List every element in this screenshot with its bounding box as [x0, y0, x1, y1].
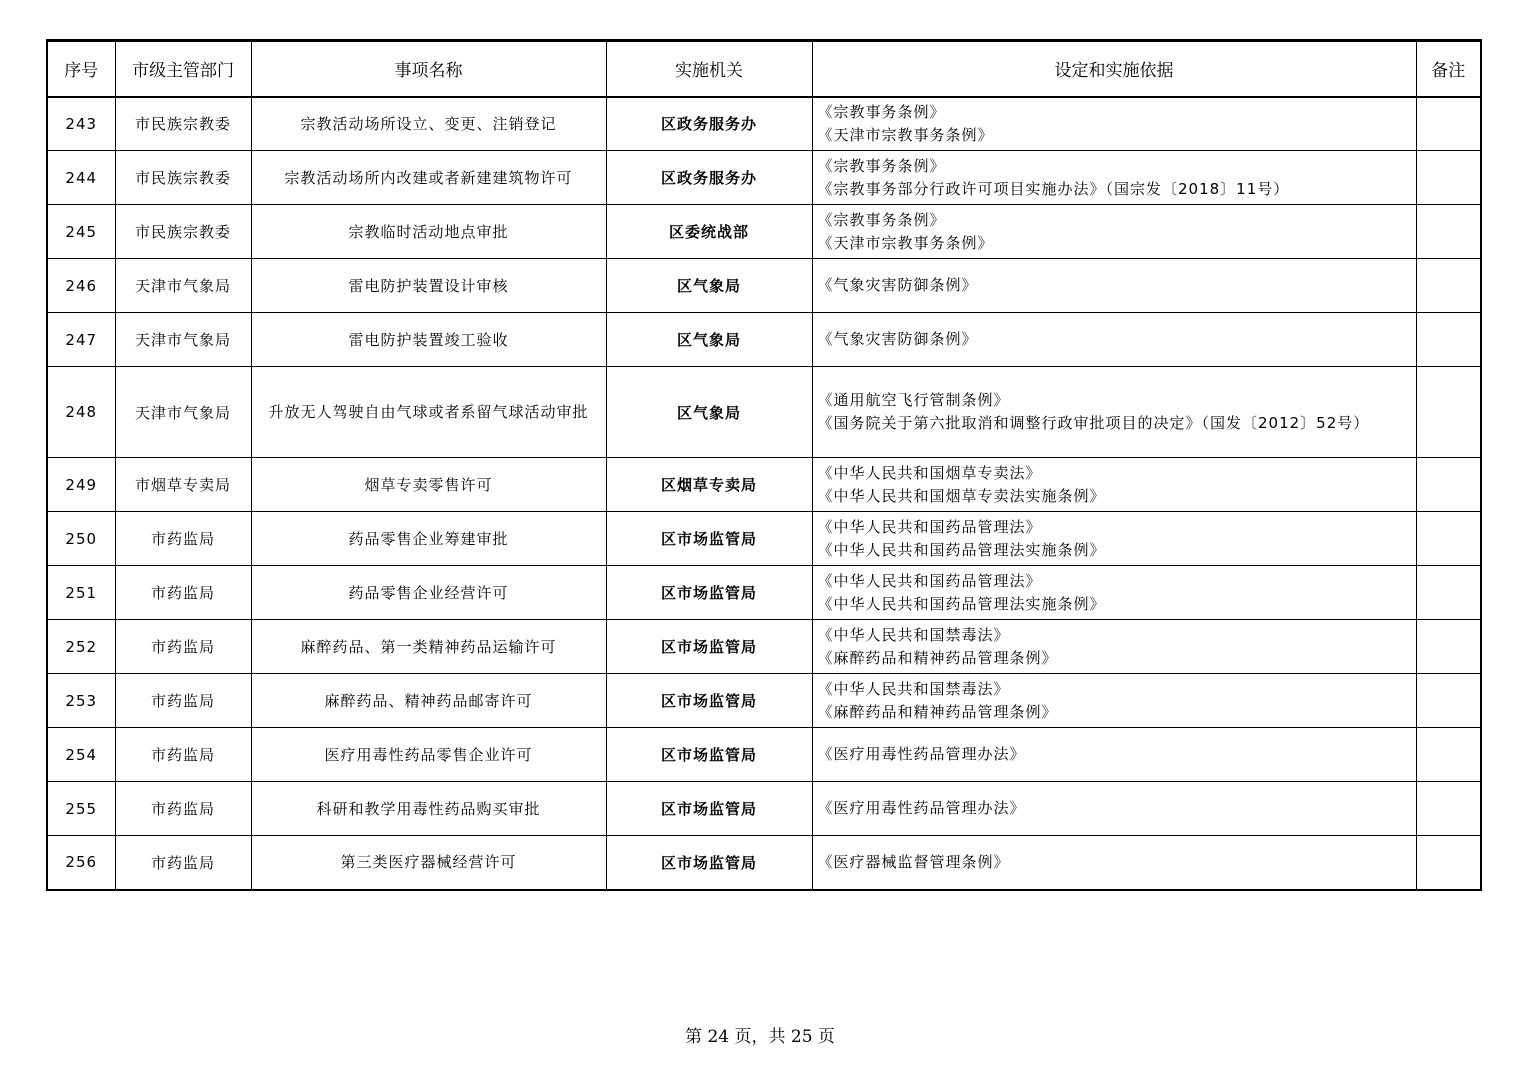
table-row	[47, 458, 1481, 512]
cell-dept: 市民族宗教委	[115, 151, 251, 205]
cell-no: 248	[47, 367, 115, 458]
cell-org: 区委统战部	[606, 205, 812, 259]
basis-line: 《医疗器械监督管理条例》	[817, 852, 1010, 871]
cell-basis	[812, 367, 1416, 458]
cell-dept: 天津市气象局	[115, 259, 251, 313]
cell-dept: 市药监局	[115, 728, 251, 782]
cell-dept: 市民族宗教委	[115, 97, 251, 151]
basis-line: 《天津市宗教事务条例》	[817, 233, 994, 252]
cell-basis	[812, 313, 1416, 367]
cell-name: 雷电防护装置竣工验收	[251, 313, 606, 367]
cell-org: 区市场监管局	[606, 728, 812, 782]
basis-line: 《通用航空飞行管制条例》	[817, 391, 1010, 409]
cell-remark	[1416, 782, 1481, 836]
table-row	[47, 836, 1481, 890]
cell-basis	[812, 566, 1416, 620]
cell-name: 宗教活动场所设立、变更、注销登记	[251, 97, 606, 151]
cell-remark	[1416, 620, 1481, 674]
cell-remark	[1416, 728, 1481, 782]
basis-line: 《天津市宗教事务条例》	[817, 125, 994, 144]
cell-no: 253	[47, 674, 115, 728]
cell-org: 区气象局	[606, 259, 812, 313]
cell-no: 244	[47, 151, 115, 205]
table-row	[47, 367, 1481, 458]
basis-line: 《宗教事务部分行政许可项目实施办法》（国宗发〔2018〕11号）	[817, 179, 1290, 198]
table-row	[47, 620, 1481, 674]
cell-org: 区政务服务办	[606, 97, 812, 151]
cell-name: 药品零售企业筹建审批	[251, 512, 606, 566]
cell-remark	[1416, 259, 1481, 313]
table-row	[47, 205, 1481, 259]
cell-remark	[1416, 205, 1481, 259]
header-no: 序号	[47, 41, 115, 97]
cell-org: 区市场监管局	[606, 620, 812, 674]
cell-no: 246	[47, 259, 115, 313]
cell-remark	[1416, 151, 1481, 205]
cell-basis	[812, 728, 1416, 782]
basis-line: 《麻醉药品和精神药品管理条例》	[817, 648, 1058, 667]
cell-no: 249	[47, 458, 115, 512]
cell-remark	[1416, 836, 1481, 890]
table-row	[47, 728, 1481, 782]
table-body	[47, 97, 1481, 890]
table-row	[47, 259, 1481, 313]
cell-org: 区市场监管局	[606, 512, 812, 566]
cell-no: 243	[47, 97, 115, 151]
cell-dept: 市药监局	[115, 620, 251, 674]
basis-line: 《中华人民共和国药品管理法》	[817, 571, 1042, 590]
header-remark: 备注	[1416, 41, 1481, 97]
cell-name: 麻醉药品、精神药品邮寄许可	[251, 674, 606, 728]
table-row	[47, 512, 1481, 566]
cell-dept: 市烟草专卖局	[115, 458, 251, 512]
cell-dept: 市药监局	[115, 566, 251, 620]
table-row	[47, 97, 1481, 151]
basis-line: 《宗教事务条例》	[817, 156, 946, 175]
items-table	[46, 39, 1482, 891]
basis-line: 《宗教事务条例》	[817, 102, 946, 121]
basis-line: 《中华人民共和国药品管理法实施条例》	[817, 540, 1106, 559]
cell-org: 区市场监管局	[606, 782, 812, 836]
table-row	[47, 674, 1481, 728]
cell-dept: 市民族宗教委	[115, 205, 251, 259]
cell-dept: 市药监局	[115, 836, 251, 890]
basis-line: 《中华人民共和国药品管理法实施条例》	[817, 594, 1106, 613]
basis-line: 《中华人民共和国烟草专卖法实施条例》	[817, 486, 1106, 505]
cell-basis	[812, 205, 1416, 259]
cell-remark	[1416, 458, 1481, 512]
cell-dept: 市药监局	[115, 512, 251, 566]
cell-dept: 市药监局	[115, 674, 251, 728]
cell-name: 宗教临时活动地点审批	[251, 205, 606, 259]
cell-org: 区市场监管局	[606, 836, 812, 890]
cell-name: 升放无人驾驶自由气球或者系留气球活动审批	[251, 367, 606, 458]
cell-no: 254	[47, 728, 115, 782]
cell-basis	[812, 97, 1416, 151]
cell-dept: 天津市气象局	[115, 367, 251, 458]
cell-name: 医疗用毒性药品零售企业许可	[251, 728, 606, 782]
page-footer: 第 24 页，共 25 页	[685, 1027, 835, 1047]
cell-remark	[1416, 313, 1481, 367]
cell-dept: 市药监局	[115, 782, 251, 836]
cell-dept: 天津市气象局	[115, 313, 251, 367]
basis-line: 《中华人民共和国禁毒法》	[817, 625, 1010, 644]
cell-basis	[812, 512, 1416, 566]
cell-basis	[812, 151, 1416, 205]
cell-org: 区政务服务办	[606, 151, 812, 205]
cell-basis	[812, 458, 1416, 512]
cell-basis	[812, 674, 1416, 728]
cell-basis	[812, 782, 1416, 836]
basis-line: 《国务院关于第六批取消和调整行政审批项目的决定》（国发〔2012〕52号）	[817, 414, 1370, 432]
basis-line: 《气象灾害防御条例》	[817, 330, 978, 348]
cell-no: 245	[47, 205, 115, 259]
basis-line: 《宗教事务条例》	[817, 210, 946, 229]
cell-org: 区烟草专卖局	[606, 458, 812, 512]
cell-no: 256	[47, 836, 115, 890]
cell-org: 区气象局	[606, 313, 812, 367]
basis-line: 《中华人民共和国烟草专卖法》	[817, 463, 1042, 482]
cell-no: 250	[47, 512, 115, 566]
cell-remark	[1416, 674, 1481, 728]
basis-line: 《医疗用毒性药品管理办法》	[817, 799, 1026, 817]
cell-name: 科研和教学用毒性药品购买审批	[251, 782, 606, 836]
basis-line: 《麻醉药品和精神药品管理条例》	[817, 702, 1058, 721]
cell-remark	[1416, 566, 1481, 620]
table-row	[47, 313, 1481, 367]
header-org: 实施机关	[606, 41, 812, 97]
cell-basis	[812, 259, 1416, 313]
cell-remark	[1416, 97, 1481, 151]
table-row	[47, 782, 1481, 836]
cell-org: 区市场监管局	[606, 674, 812, 728]
cell-no: 255	[47, 782, 115, 836]
header-dept: 市级主管部门	[115, 41, 251, 97]
basis-line: 《气象灾害防御条例》	[817, 276, 978, 294]
cell-basis	[812, 836, 1416, 890]
cell-name: 宗教活动场所内改建或者新建建筑物许可	[251, 151, 606, 205]
cell-name: 药品零售企业经营许可	[251, 566, 606, 620]
cell-remark	[1416, 367, 1481, 458]
header-name: 事项名称	[251, 41, 606, 97]
cell-basis	[812, 620, 1416, 674]
cell-name: 雷电防护装置设计审核	[251, 259, 606, 313]
cell-name: 第三类医疗器械经营许可	[251, 836, 606, 890]
table-row	[47, 151, 1481, 205]
cell-remark	[1416, 512, 1481, 566]
basis-line: 《中华人民共和国禁毒法》	[817, 679, 1010, 698]
cell-org: 区市场监管局	[606, 566, 812, 620]
cell-org: 区气象局	[606, 367, 812, 458]
header-basis: 设定和实施依据	[812, 41, 1416, 97]
table-header-row	[47, 41, 1481, 97]
cell-name: 烟草专卖零售许可	[251, 458, 606, 512]
cell-no: 247	[47, 313, 115, 367]
basis-line: 《中华人民共和国药品管理法》	[817, 517, 1042, 536]
basis-line: 《医疗用毒性药品管理办法》	[817, 745, 1026, 763]
cell-no: 251	[47, 566, 115, 620]
cell-name: 麻醉药品、第一类精神药品运输许可	[251, 620, 606, 674]
cell-no: 252	[47, 620, 115, 674]
table-row	[47, 566, 1481, 620]
